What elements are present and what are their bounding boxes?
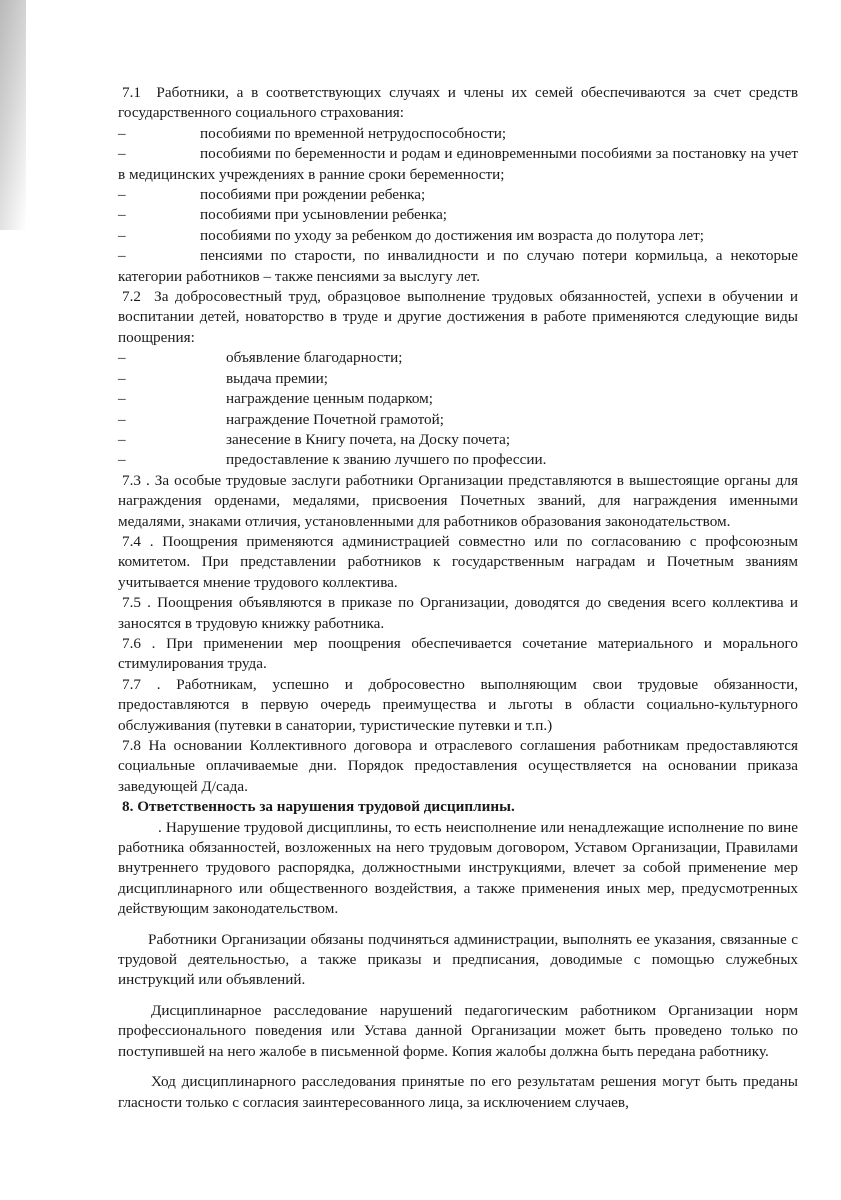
list-item-text: пособиями по временной нетрудоспособности; [200, 124, 507, 142]
list-item-text: пособиями при рождении ребенка; [200, 186, 426, 204]
list-item [118, 226, 798, 246]
list-item [118, 369, 798, 389]
clause-number: 7.1 [122, 84, 141, 101]
dash-bullet: – [118, 369, 126, 387]
document-body [118, 83, 798, 1113]
section-8-paragraph-1: . Нарушение трудовой дисциплины, то есть неисполнение или ненадлежащие исполнение по вине работника обязанностей, возложенных на него трудовым договором, Уставом Организации, Правилами внутреннего трудового распорядка, должностными инструкциями, влечет за собой применение мер дисциплинарного или общественного воздействия, а также применения иных мер, предусмотренных действующим законодательством. [118, 818, 798, 918]
list-item [118, 144, 798, 185]
dash-bullet: – [118, 349, 126, 367]
clause-7-7: 7.7 . Работникам, успешно и добросовестно выполняющим свои трудовые обязанности, предоставляются в первую очередь преимущества и льготы в области социально-культурного обслуживания (путевки в санатории, туристические путевки и т.п.) [118, 675, 798, 734]
dash-bullet: – [118, 430, 126, 448]
section-8-paragraph-4: Ход дисциплинарного расследования принятые по его результатам решения могут быть преданы гласности только с согласия заинтересованного лица, за исключением случаев, [118, 1073, 798, 1111]
clause-7-8: 7.8 На основании Коллективного договора и отраслевого соглашения работникам предоставляются социальные оплачиваемые дни. Порядок предоставления осуществляется на основании приказа заведующей Д/сада. [118, 737, 798, 795]
list-item [118, 430, 798, 450]
list-item [118, 450, 798, 470]
list-item-text: пособиями по уходу за ребенком до достижения им возраста до полутора лет; [200, 226, 704, 244]
list-item-text: награждение ценным подарком; [226, 390, 434, 408]
section-8-heading: 8. Ответственность за нарушения трудовой дисциплины. [122, 798, 515, 816]
list-item-text: объявление благодарности; [226, 349, 403, 367]
spacer [118, 991, 798, 1001]
dash-bullet: – [118, 186, 126, 204]
clause-7-2 [118, 287, 798, 348]
list-item-text: предоставление к званию лучшего по профессии. [226, 451, 547, 469]
list-item [118, 124, 798, 144]
list-item-text: выдача премии; [226, 369, 328, 387]
dash-bullet: – [118, 247, 126, 265]
clause-7-5: 7.5 . Поощрения объявляются в приказе по Организации, доводятся до сведения всего коллектива и заносятся в трудовую книжку работника. [118, 594, 798, 632]
scan-shadow [0, 0, 26, 230]
dash-bullet: – [118, 124, 126, 142]
spacer [118, 1062, 798, 1072]
dash-bullet: – [118, 226, 126, 244]
list-item-text: занесение в Книгу почета, на Доску почета; [226, 430, 511, 448]
clause-number: 7.2 [122, 288, 141, 306]
clause-7-6: 7.6 . При применении мер поощрения обеспечивается сочетание материального и морального стимулирования труда. [118, 634, 798, 673]
clause-text: Работники, а в соответствующих случаях и члены их семей обеспечиваются за счет средств государственного социального страхования: [118, 84, 798, 122]
list-item-text: пособиями при усыновлении ребенка; [200, 206, 448, 224]
list-item [118, 205, 798, 225]
clause-7-1 [118, 83, 798, 124]
section-8-paragraph-3: Дисциплинарное расследование нарушений педагогическим работником Организации норм профессионального поведения или Устава данной Организации может быть проведено только по поступившей на него жалобе в письменной форме. Копия жалобы должна быть передана работнику. [118, 1001, 798, 1060]
clause-7-3: 7.3 . За особые трудовые заслуги работники Организации представляются в вышестоящие органы для награждения орденами, медалями, присвоения Почетных званий, для награждения именными медалями, знаками отличия, установленными для работников образования законодательством. [118, 471, 798, 530]
dash-bullet: – [118, 145, 126, 163]
list-item-text: пособиями по беременности и родам и единовременными пособиями за постановку на учет в медицинских учреждениях в ранние сроки беременности; [118, 145, 798, 183]
clause-7-1-list [118, 124, 798, 287]
spacer [118, 920, 798, 930]
dash-bullet: – [118, 451, 126, 469]
clause-7-2-list [118, 348, 798, 470]
list-item [118, 185, 798, 205]
list-item-text: награждение Почетной грамотой; [226, 410, 444, 428]
section-8-paragraph-2: Работники Организации обязаны подчиняться администрации, выполнять ее указания, связанные с трудовой деятельностью, а также приказы и предписания, доводимые с помощью служебных инструкций или объявлений. [118, 930, 798, 989]
list-item [118, 410, 798, 430]
clause-7-4: 7.4 . Поощрения применяются администрацией совместно или по согласованию с профсоюзным комитетом. При представлении работников к государственным наградам и Почетным званиям учитывается мнение трудового коллектива. [118, 532, 798, 591]
dash-bullet: – [118, 390, 126, 408]
list-item [118, 348, 798, 368]
clause-text: За добросовестный труд, образцовое выполнение трудовых обязанностей, успехи в обучении и воспитании детей, новаторство в труде и другие достижения в работе применяются следующие виды поощрения: [118, 288, 798, 346]
dash-bullet: – [118, 206, 126, 224]
list-item-text: пенсиями по старости, по инвалидности и по случаю потери кормильца, а некоторые категории работников – также пенсиями за выслугу лет. [118, 247, 798, 285]
list-item [118, 246, 798, 287]
dash-bullet: – [118, 410, 126, 428]
list-item [118, 389, 798, 409]
